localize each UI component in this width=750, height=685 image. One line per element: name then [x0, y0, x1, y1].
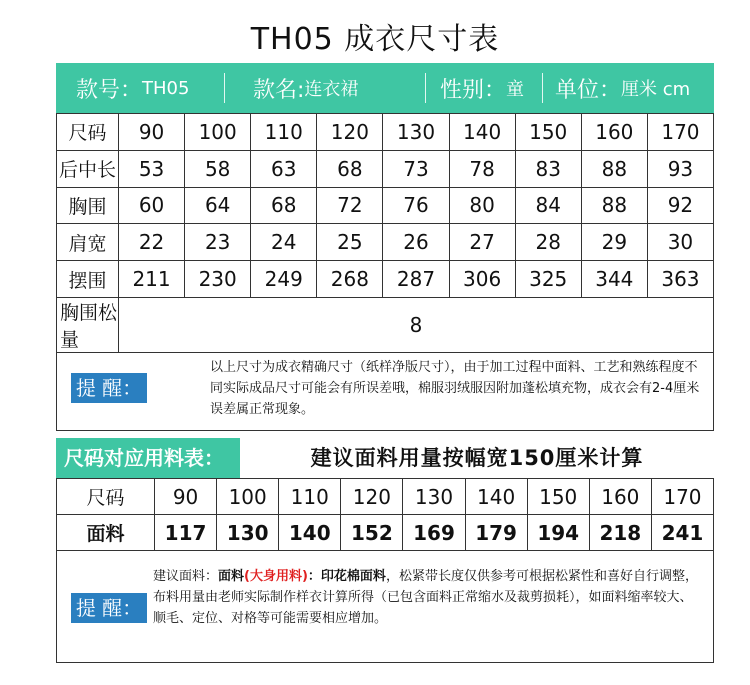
table-row [57, 479, 714, 515]
size-cell: 90 [155, 479, 217, 515]
value-cell: 53 [119, 150, 185, 187]
reminder-note [56, 343, 714, 431]
size-cell: 170 [647, 114, 713, 151]
value-cell: 287 [383, 261, 449, 298]
size-cell: 160 [581, 114, 647, 151]
note-part: ，松紧带长度仅供参考可根据松紧性和喜好自行调整，布料用量由老师实际制作样衣计算所得（已包含面料正常缩水及裁剪损耗），如面料缩率较大、顺毛、定位、对格等可能需要相应增加。 [153, 569, 698, 626]
size-cell: 160 [589, 479, 651, 515]
row-label: 尺码 [57, 479, 155, 515]
value-cell: 92 [647, 187, 713, 224]
size-cell: 130 [403, 479, 465, 515]
style-name [225, 63, 425, 113]
note-highlight: (大身用料) [244, 569, 308, 584]
value-cell: 83 [515, 150, 581, 187]
row-label: 摆围 [57, 261, 119, 298]
value-cell: 344 [581, 261, 647, 298]
note-part: 建议面料： [153, 569, 219, 584]
value-cell: 24 [251, 224, 317, 261]
value-cell: 64 [185, 187, 251, 224]
unit-value: 厘米 cm [621, 79, 691, 100]
value-cell: 88 [581, 187, 647, 224]
page-title: TH05 成衣尺寸表 [250, 22, 500, 57]
size-cell: 150 [527, 479, 589, 515]
value-cell: 306 [449, 261, 515, 298]
table-row [57, 261, 714, 298]
value-cell: 88 [581, 150, 647, 187]
fabric-cell: 140 [279, 515, 341, 551]
fabric-width-note: 建议面料用量按幅宽150厘米计算 [310, 446, 644, 470]
row-label: 肩宽 [57, 224, 119, 261]
size-cell: 110 [279, 479, 341, 515]
table-row [57, 515, 714, 551]
fabric-table-title: 尺码对应用料表： [56, 438, 240, 478]
size-cell: 130 [383, 114, 449, 151]
fabric-cell: 241 [651, 515, 713, 551]
fabric-cell: 117 [155, 515, 217, 551]
table-row [57, 114, 714, 151]
table-row [57, 224, 714, 261]
fabric-reminder-text [153, 566, 705, 629]
chest-ease-value: 8 [119, 297, 714, 352]
value-cell: 30 [647, 224, 713, 261]
value-cell: 68 [251, 187, 317, 224]
fabric-cell: 130 [217, 515, 279, 551]
value-cell: 25 [317, 224, 383, 261]
row-label: 胸围松量 [57, 297, 119, 352]
size-cell: 140 [449, 114, 515, 151]
value-cell: 73 [383, 150, 449, 187]
gender-label: 性别： [440, 77, 507, 103]
fabric-cell: 169 [403, 515, 465, 551]
fabric-table-header [56, 438, 714, 478]
value-cell: 93 [647, 150, 713, 187]
value-cell: 58 [185, 150, 251, 187]
row-label: 胸围 [57, 187, 119, 224]
value-cell: 78 [449, 150, 515, 187]
style-number-value: TH05 [142, 77, 190, 99]
gender-value: 童 [506, 79, 525, 100]
value-cell: 23 [185, 224, 251, 261]
value-cell: 63 [251, 150, 317, 187]
value-cell: 84 [515, 187, 581, 224]
style-number-label: 款号： [76, 77, 143, 103]
reminder-tag: 提 醒： [71, 593, 147, 623]
value-cell: 28 [515, 224, 581, 261]
style-number [56, 63, 224, 113]
fabric-table [56, 478, 714, 551]
fabric-cell: 194 [527, 515, 589, 551]
size-cell: 110 [251, 114, 317, 151]
size-cell: 140 [465, 479, 527, 515]
row-label: 尺码 [57, 114, 119, 151]
value-cell: 363 [647, 261, 713, 298]
size-table [56, 113, 714, 353]
value-cell: 29 [581, 224, 647, 261]
value-cell: 230 [185, 261, 251, 298]
value-cell: 268 [317, 261, 383, 298]
size-cell: 100 [217, 479, 279, 515]
table-row [57, 187, 714, 224]
value-cell: 325 [515, 261, 581, 298]
fabric-cell: 179 [465, 515, 527, 551]
note-part: ：印花棉面料 [307, 569, 386, 584]
unit [543, 63, 714, 113]
row-label: 后中长 [57, 150, 119, 187]
value-cell: 76 [383, 187, 449, 224]
product-info-bar [56, 63, 714, 113]
table-row [57, 150, 714, 187]
value-cell: 26 [383, 224, 449, 261]
size-cell: 170 [651, 479, 713, 515]
style-name-value: 连衣裙 [304, 79, 359, 100]
value-cell: 211 [119, 261, 185, 298]
style-name-label: 款名: [253, 77, 305, 103]
value-cell: 60 [119, 187, 185, 224]
size-cell: 150 [515, 114, 581, 151]
gender [426, 63, 542, 113]
value-cell: 27 [449, 224, 515, 261]
value-cell: 68 [317, 150, 383, 187]
fabric-cell: 218 [589, 515, 651, 551]
size-cell: 90 [119, 114, 185, 151]
note-part: 面料 [218, 569, 245, 584]
reminder-text: 以上尺寸为成衣精确尺寸（纸样净版尺寸），由于加工过程中面料、工艺和熟练程度不同实际成品尺寸可能会有所误差哦，棉服羽绒服因附加蓬松填充物，成衣会有2-4厘米误差属正常现象。 [210, 360, 700, 417]
size-cell: 120 [317, 114, 383, 151]
value-cell: 72 [317, 187, 383, 224]
fabric-cell: 152 [341, 515, 403, 551]
row-label: 面料 [57, 515, 155, 551]
value-cell: 80 [449, 187, 515, 224]
unit-label: 单位： [555, 77, 622, 103]
value-cell: 22 [119, 224, 185, 261]
size-cell: 100 [185, 114, 251, 151]
size-cell: 120 [341, 479, 403, 515]
reminder-tag: 提 醒： [71, 373, 147, 403]
fabric-reminder-note [56, 550, 714, 663]
value-cell: 249 [251, 261, 317, 298]
